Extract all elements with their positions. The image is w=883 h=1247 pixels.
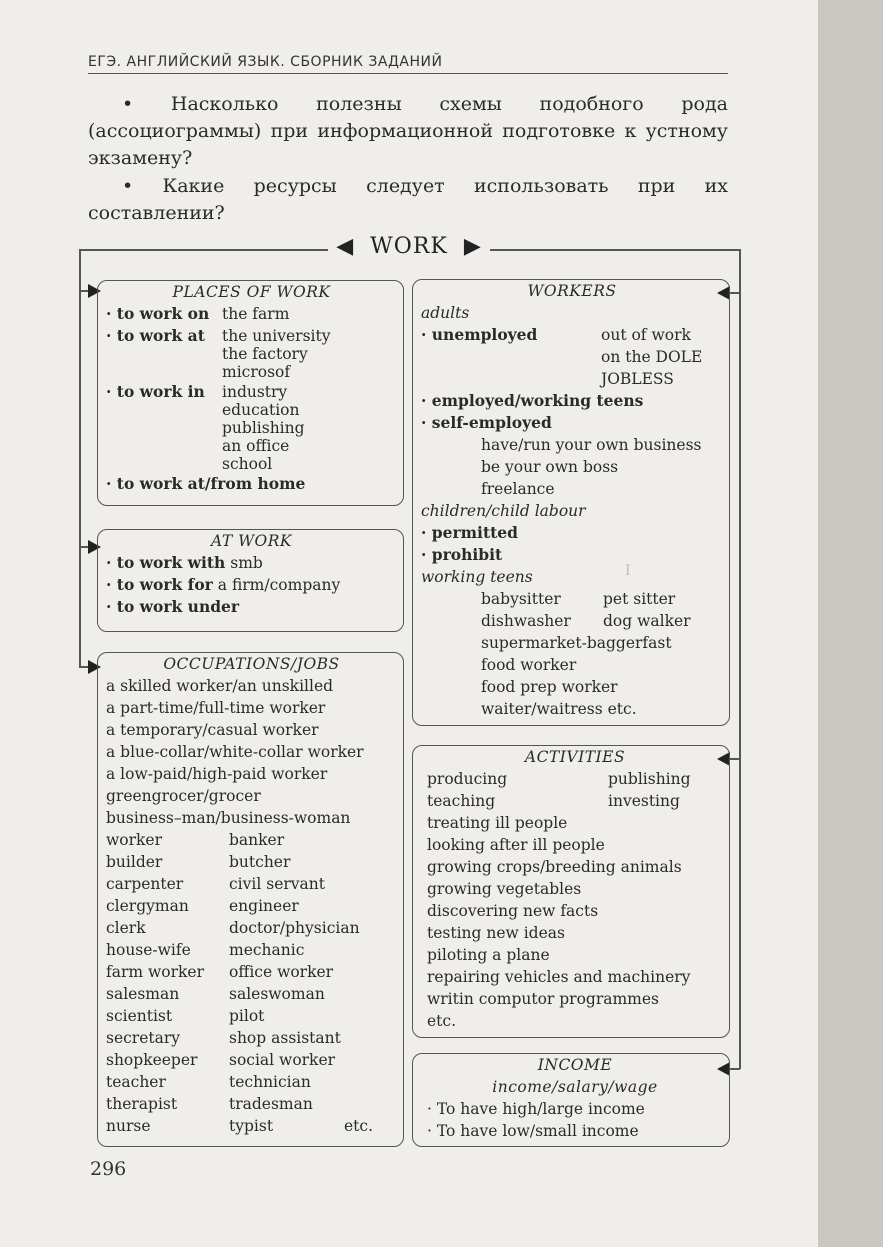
occupation-pair: clerk doctor/physician xyxy=(106,919,360,937)
question-2: • Какие ресурсы следует использовать при их составлении? xyxy=(88,175,728,224)
workers-title: WORKERS xyxy=(527,282,617,300)
page-smudge: I xyxy=(625,563,631,579)
income-title: INCOME xyxy=(537,1056,613,1074)
activity-item: etc. xyxy=(427,1012,457,1030)
running-head: ЕГЭ. АНГЛИЙСКИЙ ЯЗЫК. СБОРНИК ЗАДАНИЙ xyxy=(88,54,728,74)
teen-pair: dishwasher dog walker xyxy=(481,612,691,630)
activity-item: treating ill people xyxy=(427,814,568,832)
activity-item: piloting a plane xyxy=(427,946,550,964)
activity-pair: teaching investing xyxy=(427,792,680,810)
right-arrow-icon: ▶ xyxy=(460,234,486,259)
occupation-pair: carpenter civil servant xyxy=(106,875,325,893)
occupation-pair: worker banker xyxy=(106,831,285,849)
question-1: • Насколько полезны схемы подобного рода (ассоциограммы) при информационной подготовке к устному экзамену? xyxy=(88,93,728,169)
teen-item: food worker xyxy=(481,656,577,674)
occupations-title: OCCUPATIONS/JOBS xyxy=(163,655,340,673)
occupation-pair: secretary shop assistant xyxy=(106,1029,341,1047)
activity-item: writin computor programmes xyxy=(427,990,660,1008)
activity-item: discovering new facts xyxy=(427,902,599,920)
places-row: · to work on the farm xyxy=(106,304,290,323)
teens-label: working teens xyxy=(421,568,533,586)
income-box xyxy=(412,1053,730,1147)
occupation-pair: salesman saleswoman xyxy=(106,985,325,1003)
activity-item: testing new ideas xyxy=(427,924,565,942)
occupation-line: greengrocer/grocer xyxy=(106,787,261,805)
self-employed-item: · self-employed xyxy=(421,413,552,432)
income-subtitle: income/salary/wage xyxy=(492,1078,658,1096)
places-row: · to work in industry education publishing an office school xyxy=(106,382,305,473)
occupation-line: a skilled worker/an unskilled xyxy=(106,677,334,695)
teen-item: supermarket-baggerfast xyxy=(481,634,672,652)
occupation-line: a temporary/casual worker xyxy=(106,721,319,739)
left-arrow-icon: ◀ xyxy=(332,234,358,259)
teen-pair: babysitter pet sitter xyxy=(481,590,676,608)
activity-item: repairing vehicles and machinery xyxy=(427,968,691,986)
income-item: · To have low/small income xyxy=(427,1122,639,1140)
places-title: PLACES OF WORK xyxy=(172,283,331,301)
occupation-line: a low-paid/high-paid worker xyxy=(106,765,328,783)
at-work-item: · to work for a firm/company xyxy=(106,575,341,594)
activity-pair: producing publishing xyxy=(427,770,691,788)
activity-item: growing vegetables xyxy=(427,880,582,898)
at-work-item: · to work under xyxy=(106,597,240,616)
occupation-pair: nurse typist etc. xyxy=(106,1117,374,1135)
occupation-line: business–man/business-woman xyxy=(106,809,351,827)
at-work-item: · to work with smb xyxy=(106,553,263,572)
occupation-pair: therapist tradesman xyxy=(106,1095,313,1113)
occupation-pair: shopkeeper social worker xyxy=(106,1051,336,1069)
occupation-pair: builder butcher xyxy=(106,853,291,871)
employed-item: · employed/working teens xyxy=(421,391,644,410)
activities-box xyxy=(412,745,730,1038)
at-work-box xyxy=(97,529,404,632)
workers-box xyxy=(412,279,730,726)
occupation-pair: teacher technician xyxy=(106,1073,311,1091)
connector-right xyxy=(739,249,741,1069)
teen-item: waiter/waitress etc. xyxy=(481,700,637,718)
self-employed-detail: be your own boss xyxy=(481,458,619,476)
occupation-line: a blue-collar/white-collar worker xyxy=(106,743,364,761)
activity-item: growing crops/breeding animals xyxy=(427,858,682,876)
occupations-box xyxy=(97,652,404,1147)
activities-title: ACTIVITIES xyxy=(524,748,626,766)
connector-left xyxy=(79,249,81,667)
prohibit-item: · prohibit xyxy=(421,545,503,564)
self-employed-detail: freelance xyxy=(481,480,555,498)
at-work-title: AT WORK xyxy=(211,532,292,550)
teen-item: food prep worker xyxy=(481,678,618,696)
activity-item: looking after ill people xyxy=(427,836,605,854)
self-employed-detail: have/run your own business xyxy=(481,436,702,454)
diagram-title: ◀ WORK ▶ xyxy=(0,234,818,259)
occupation-pair: farm worker office worker xyxy=(106,963,334,981)
page-number: 296 xyxy=(90,1158,127,1180)
permitted-item: · permitted xyxy=(421,523,518,542)
adults-label: adults xyxy=(421,304,470,322)
occupation-pair: house-wife mechanic xyxy=(106,941,305,959)
places-row: · to work at/from home xyxy=(106,474,306,493)
occupation-line: a part-time/full-time worker xyxy=(106,699,326,717)
occupation-pair: clergyman engineer xyxy=(106,897,299,915)
income-item: · To have high/large income xyxy=(427,1100,645,1118)
places-row: · to work at the university the factory microsof xyxy=(106,326,331,381)
occupation-pair: scientist pilot xyxy=(106,1007,265,1025)
children-label: children/child labour xyxy=(421,502,586,520)
unemployed-row: · unemployed out of work on the DOLE JOBLESS xyxy=(421,325,703,388)
places-of-work-box xyxy=(97,280,404,506)
